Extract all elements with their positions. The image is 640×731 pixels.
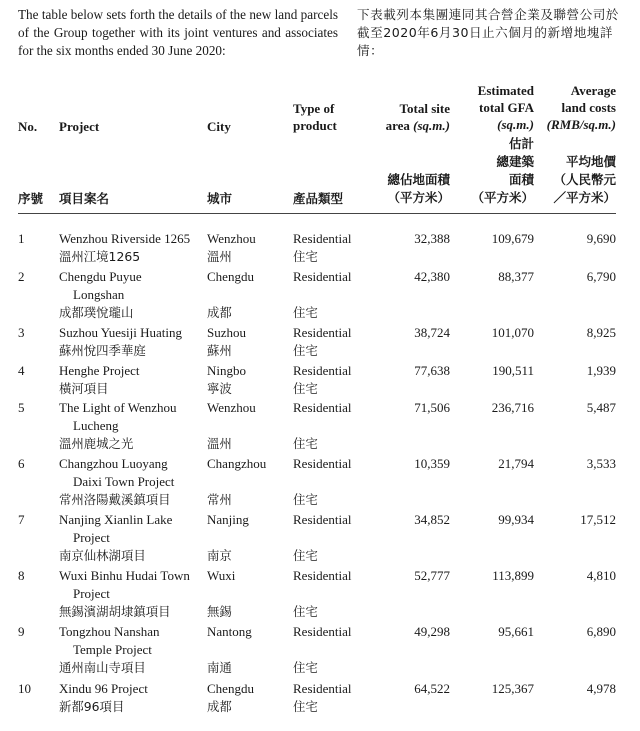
- row-number: 1: [18, 231, 25, 246]
- header-type-line2: product: [293, 118, 337, 133]
- project-name-zh: 新都96項目: [59, 699, 125, 714]
- project-name-en: Changzhou Luoyang: [59, 456, 168, 471]
- project-name-zh: 通州南山寺項目: [59, 660, 146, 675]
- project-name-en: Tongzhou Nanshan: [59, 624, 160, 639]
- city-en: Ningbo: [207, 363, 246, 378]
- land-cost: 5,487: [586, 400, 616, 415]
- city-en: Suzhou: [207, 325, 246, 340]
- project-name-en-cont: Temple Project: [73, 642, 152, 657]
- project-name-en: Chengdu Puyue: [59, 269, 142, 284]
- product-type-en: Residential: [293, 363, 352, 378]
- land-cost: 4,978: [586, 681, 616, 696]
- header-gfa-unit: (sq.m.): [497, 117, 534, 132]
- city-en: Changzhou: [207, 456, 267, 471]
- city-zh: 溫州: [207, 436, 232, 451]
- product-type-en: Residential: [293, 624, 352, 639]
- product-type-en: Residential: [293, 456, 352, 471]
- city-zh: 成都: [207, 699, 232, 714]
- total-gfa: 113,899: [492, 568, 534, 583]
- header-area-zh-line2: （平方米）: [387, 190, 450, 205]
- product-type-zh: 住宅: [293, 305, 318, 320]
- row-number: 10: [18, 681, 31, 696]
- land-cost: 3,533: [586, 456, 616, 471]
- product-type-en: Residential: [293, 681, 352, 696]
- header-type-line1: Type of: [293, 101, 335, 116]
- city-zh: 蘇州: [207, 343, 232, 358]
- header-city-zh: 城市: [207, 191, 233, 206]
- header-cost-line2: land costs: [561, 100, 616, 115]
- product-type-en: Residential: [293, 269, 352, 284]
- row-number: 9: [18, 624, 25, 639]
- site-area: 52,777: [414, 568, 450, 583]
- project-name-en-cont: Project: [73, 586, 110, 601]
- product-type-zh: 住宅: [293, 381, 318, 396]
- header-no: No.: [18, 119, 38, 134]
- project-name-en-cont: Project: [73, 530, 110, 545]
- product-type-zh: 住宅: [293, 548, 318, 563]
- project-name-zh: 成都璞悅瓏山: [59, 305, 134, 320]
- product-type-en: Residential: [293, 512, 352, 527]
- product-type-zh: 住宅: [293, 492, 318, 507]
- total-gfa: 21,794: [498, 456, 534, 471]
- header-area-label: area: [385, 118, 410, 133]
- header-cost-zh-line2: （人民幣元: [553, 172, 616, 187]
- project-name-en: Henghe Project: [59, 363, 140, 378]
- project-name-en-cont: Daixi Town Project: [73, 474, 175, 489]
- header-rule: [18, 213, 616, 214]
- intro-english: The table below sets forth the details of the new land parcels of the Group together with its joint ventures and associates for the six months ended 30 June 2020:: [18, 7, 338, 58]
- site-area: 49,298: [414, 624, 450, 639]
- city-en: Chengdu: [207, 269, 254, 284]
- header-type-zh: 產品類型: [293, 191, 344, 206]
- land-cost: 6,890: [586, 624, 616, 639]
- header-cost: [520, 82, 616, 133]
- project-name-en-cont: Lucheng: [73, 418, 119, 433]
- city-zh: 溫州: [207, 249, 232, 264]
- site-area: 34,852: [414, 512, 450, 527]
- site-area: 71,506: [414, 400, 450, 415]
- land-cost: 8,925: [586, 325, 616, 340]
- row-number: 5: [18, 400, 25, 415]
- city-zh: 南通: [207, 660, 232, 675]
- land-cost: 1,939: [586, 363, 616, 378]
- land-cost: 9,690: [586, 231, 616, 246]
- land-cost: 6,790: [586, 269, 616, 284]
- city-zh: 南京: [207, 548, 232, 563]
- city-zh: 成都: [207, 305, 232, 320]
- header-area-line1: Total site: [399, 101, 450, 116]
- header-area: [360, 100, 450, 134]
- header-cost-line1: Average: [570, 83, 616, 98]
- header-gfa-line2: total GFA: [479, 100, 534, 115]
- project-name-zh: 橫河項目: [59, 381, 109, 396]
- project-name-en: Wenzhou Riverside 1265: [59, 231, 191, 246]
- header-gfa-zh-line4: （平方米）: [471, 190, 534, 205]
- project-name-zh: 蘇州悅四季華庭: [59, 343, 146, 358]
- header-area-unit: (sq.m.): [413, 118, 450, 133]
- city-en: Wenzhou: [207, 400, 256, 415]
- project-name-en: Xindu 96 Project: [59, 681, 148, 696]
- city-zh: 常州: [207, 492, 232, 507]
- land-cost: 4,810: [586, 568, 616, 583]
- total-gfa: 88,377: [498, 269, 534, 284]
- site-area: 10,359: [414, 456, 450, 471]
- product-type-en: Residential: [293, 568, 352, 583]
- header-type: [293, 100, 337, 134]
- row-number: 2: [18, 269, 25, 284]
- row-number: 4: [18, 363, 25, 378]
- project-name-en: The Light of Wenzhou: [59, 400, 177, 415]
- row-number: 8: [18, 568, 25, 583]
- row-number: 7: [18, 512, 25, 527]
- project-name-zh: 溫州鹿城之光: [59, 436, 134, 451]
- project-name-en-cont: Longshan: [73, 287, 125, 302]
- product-type-zh: 住宅: [293, 343, 318, 358]
- product-type-zh: 住宅: [293, 436, 318, 451]
- header-area-zh: [360, 171, 450, 207]
- project-name-en: Nanjing Xianlin Lake: [59, 512, 173, 527]
- product-type-zh: 住宅: [293, 699, 318, 714]
- project-name-en: Wuxi Binhu Hudai Town: [59, 568, 190, 583]
- header-project-zh: 項目案名: [59, 191, 110, 206]
- project-name-zh: 常州洛陽戴溪鎮項目: [59, 492, 171, 507]
- product-type-zh: 住宅: [293, 660, 318, 675]
- row-number: 3: [18, 325, 25, 340]
- site-area: 77,638: [414, 363, 450, 378]
- product-type-en: Residential: [293, 231, 352, 246]
- header-gfa-zh-line1: 估計: [508, 136, 534, 151]
- total-gfa: 190,511: [492, 363, 534, 378]
- land-cost: 17,512: [580, 512, 616, 527]
- total-gfa: 236,716: [491, 400, 534, 415]
- site-area: 42,380: [414, 269, 450, 284]
- product-type-zh: 住宅: [293, 249, 318, 264]
- intro-chinese: 下表載列本集團連同其合營企業及聯營公司於截至2020年6月30日止六個月的新增地塊詳情：: [357, 7, 619, 58]
- city-en: Chengdu: [207, 681, 254, 696]
- site-area: 64,522: [414, 681, 450, 696]
- city-en: Wenzhou: [207, 231, 256, 246]
- city-en: Nantong: [207, 624, 252, 639]
- total-gfa: 109,679: [491, 231, 534, 246]
- header-cost-unit: (RMB/sq.m.): [546, 117, 616, 132]
- header-project: Project: [59, 119, 100, 134]
- project-name-zh: 無錫濱湖胡埭鎮項目: [59, 604, 171, 619]
- total-gfa: 125,367: [491, 681, 534, 696]
- total-gfa: 99,934: [498, 512, 534, 527]
- city-zh: 無錫: [207, 604, 232, 619]
- site-area: 32,388: [414, 231, 450, 246]
- header-gfa-line1: Estimated: [477, 83, 534, 98]
- total-gfa: 95,661: [498, 624, 534, 639]
- header-cost-zh-line1: 平均地價: [565, 154, 616, 169]
- header-area-line2: [360, 117, 450, 134]
- city-zh: 寧波: [207, 381, 232, 396]
- total-gfa: 101,070: [491, 325, 534, 340]
- project-name-en: Suzhou Yuesiji Huating: [59, 325, 183, 340]
- header-city: City: [207, 119, 231, 134]
- product-type-zh: 住宅: [293, 604, 318, 619]
- row-number: 6: [18, 456, 25, 471]
- city-en: Wuxi: [207, 568, 236, 583]
- header-gfa-zh-line3: 面積: [508, 172, 534, 187]
- header-gfa-zh-line2: 總建築: [496, 154, 534, 169]
- header-no-zh: 序號: [18, 191, 44, 206]
- header-cost-zh: [520, 153, 616, 207]
- project-name-zh: 南京仙林湖項目: [59, 548, 146, 563]
- header-cost-zh-line3: ／平方米）: [553, 190, 616, 205]
- header-area-zh-line1: 總佔地面積: [387, 172, 450, 187]
- city-en: Nanjing: [207, 512, 249, 527]
- product-type-en: Residential: [293, 400, 352, 415]
- site-area: 38,724: [414, 325, 450, 340]
- project-name-zh: 溫州江境1265: [59, 249, 141, 264]
- product-type-en: Residential: [293, 325, 352, 340]
